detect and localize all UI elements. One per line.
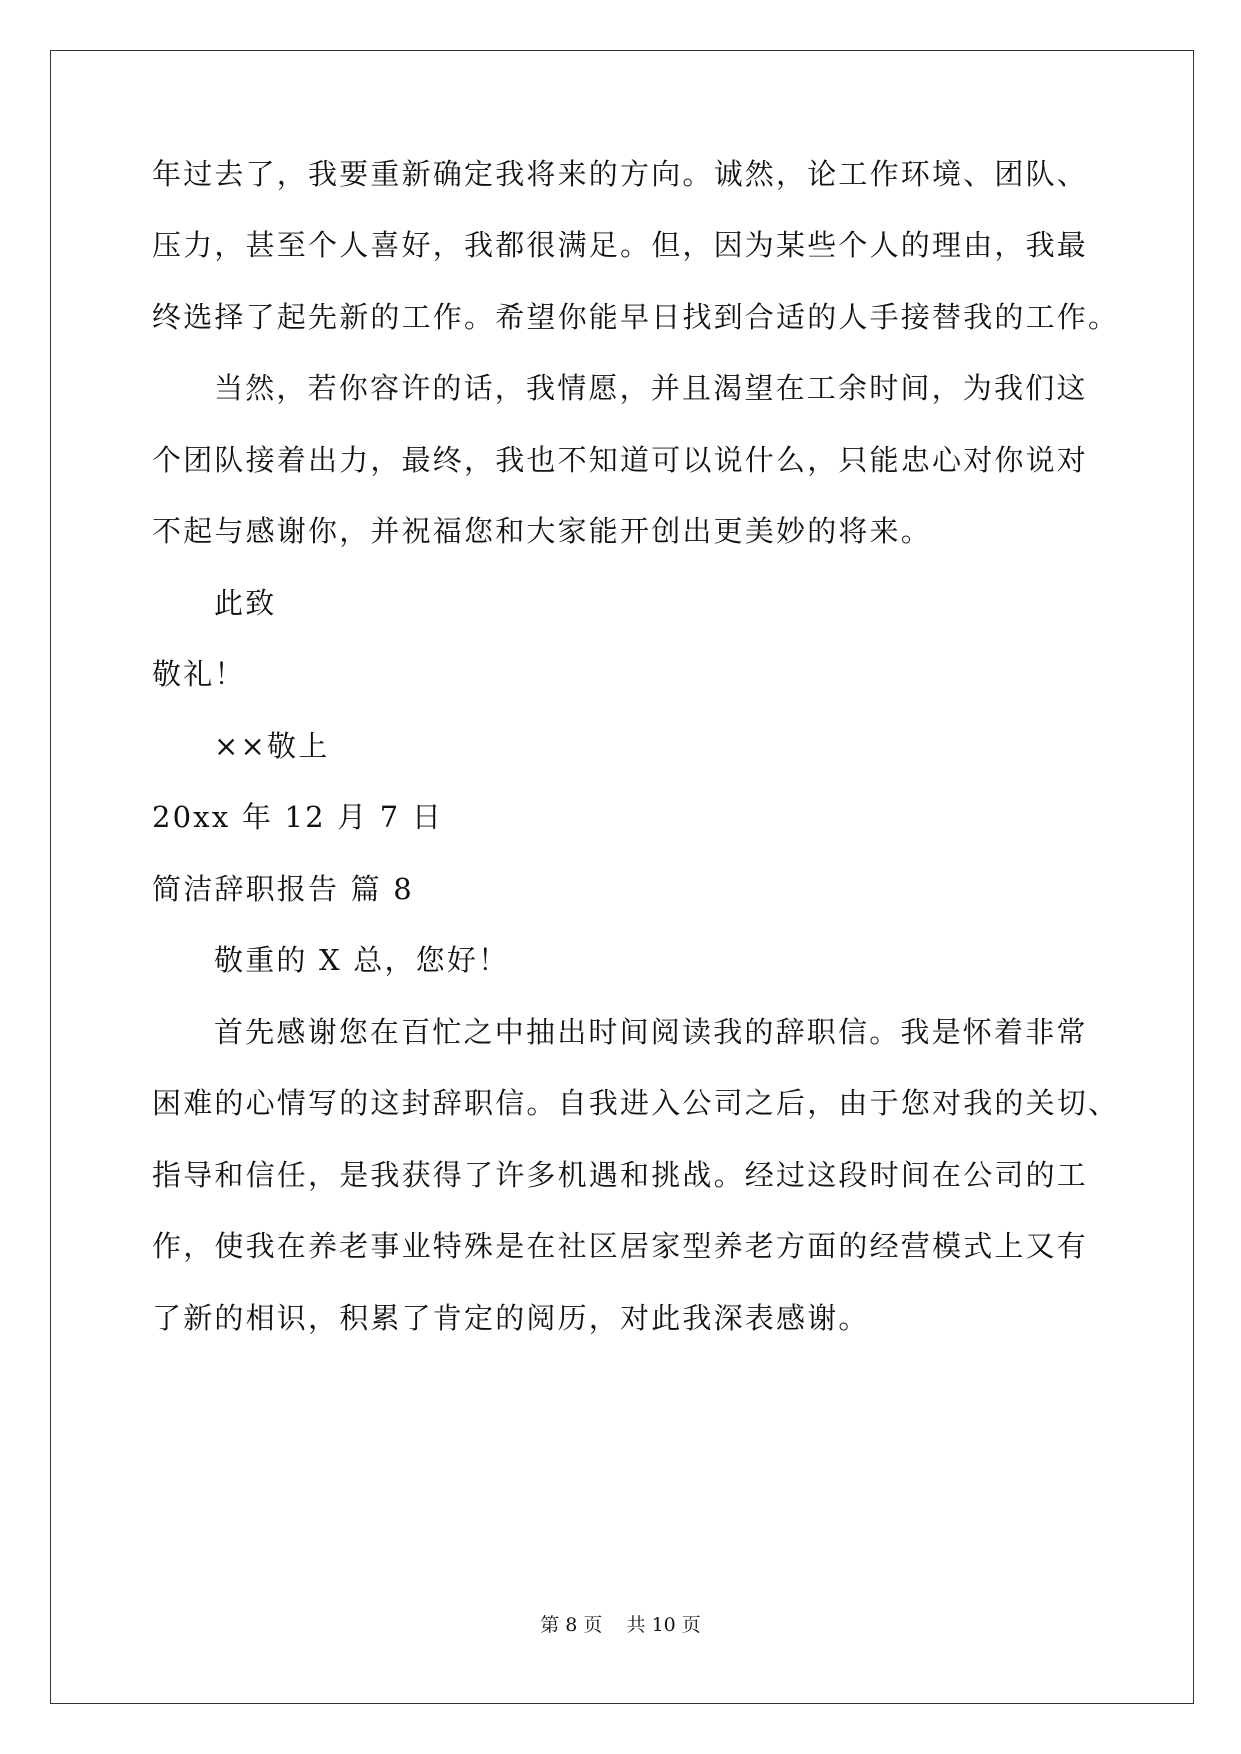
body-line: 了新的相识，积累了肯定的阅历，对此我深表感谢。 <box>152 1301 870 1335</box>
letter-date: 20xx 年 12 月 7 日 <box>152 800 444 834</box>
body-line: 作，使我在养老事业特殊是在社区居家型养老方面的经营模式上又有 <box>152 1229 1089 1263</box>
body-line: 当然，若你容许的话，我情愿，并且渴望在工余时间，为我们这 <box>214 371 1088 405</box>
signature: ××敬上 <box>214 729 330 763</box>
body-line: 首先感谢您在百忙之中抽出时间阅读我的辞职信。我是怀着非常 <box>214 1015 1088 1049</box>
body-line: 压力，甚至个人喜好，我都很满足。但，因为某些个人的理由，我最 <box>152 228 1089 262</box>
page-number-footer: 第 8 页 共 10 页 <box>540 1614 701 1636</box>
closing-regards: 敬礼！ <box>152 657 246 691</box>
body-line: 个团队接着出力，最终，我也不知道可以说什么，只能忠心对你说对 <box>152 443 1089 477</box>
greeting: 敬重的 X 总，您好！ <box>214 943 510 977</box>
closing-salutation: 此致 <box>214 586 277 620</box>
body-line: 终选择了起先新的工作。希望你能早日找到合适的人手接替我的工作。 <box>152 300 1120 334</box>
body-line: 年过去了，我要重新确定我将来的方向。诚然，论工作环境、团队、 <box>152 157 1089 191</box>
body-line: 困难的心情写的这封辞职信。自我进入公司之后，由于您对我的关切、 <box>152 1086 1120 1120</box>
section-heading: 简洁辞职报告 篇 8 <box>152 872 414 906</box>
body-line: 不起与感谢你，并祝福您和大家能开创出更美妙的将来。 <box>152 514 933 548</box>
body-line: 指导和信任，是我获得了许多机遇和挑战。经过这段时间在公司的工 <box>152 1158 1089 1192</box>
